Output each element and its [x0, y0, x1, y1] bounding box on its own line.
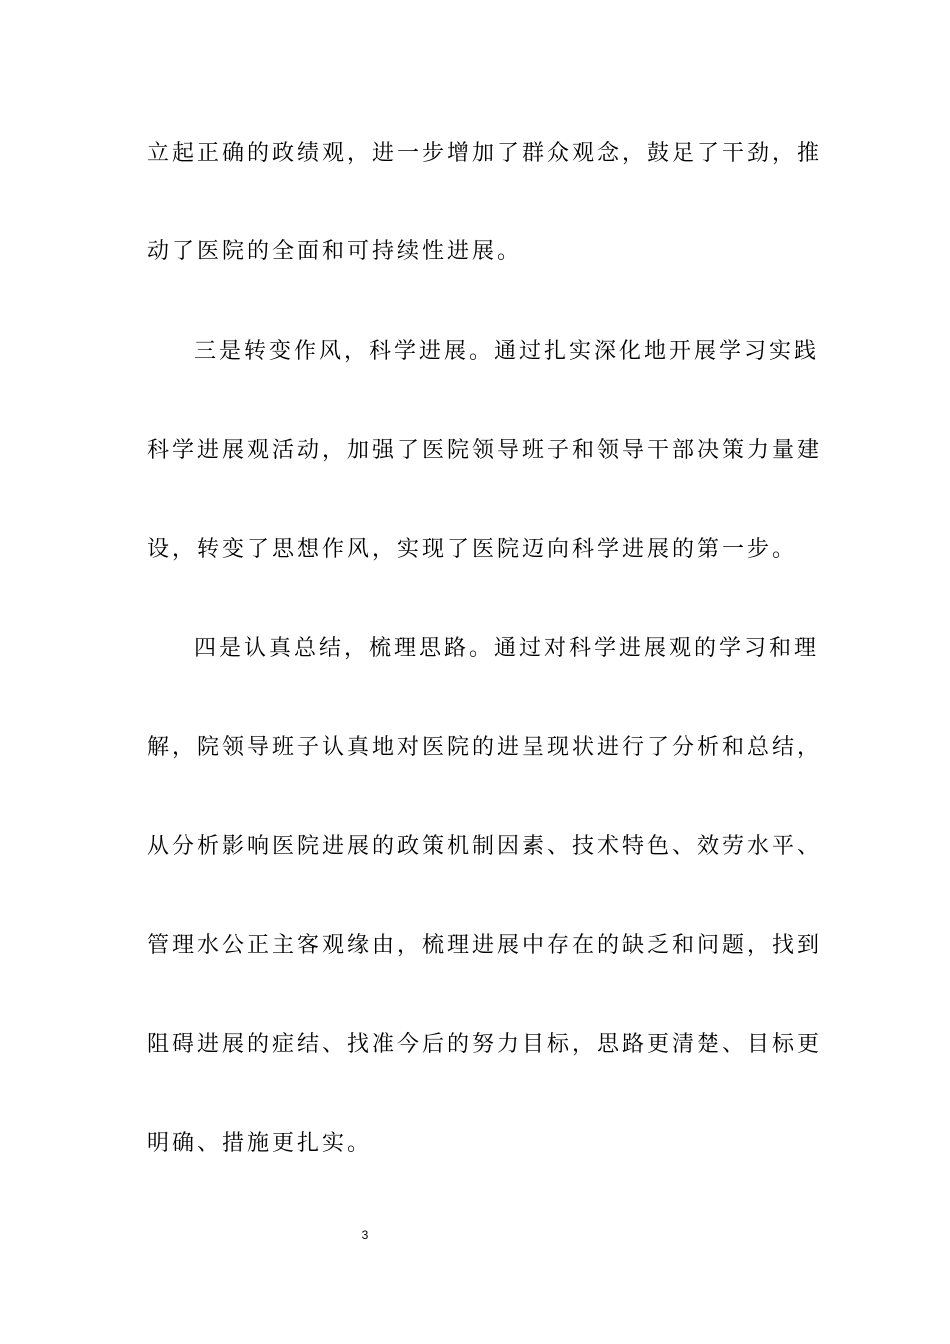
- paragraph-line: 解，院领导班子认真地对医院的进呈现状进行了分析和总结，: [147, 735, 823, 760]
- paragraph-first-line: 三是转变作风，科学进展。通过扎实深化地开展学习实践: [194, 339, 820, 364]
- paragraph-line: 明确、措施更扎实。: [147, 1131, 373, 1156]
- paragraph-line: 科学进展观活动，加强了医院领导班子和领导干部决策力量建: [147, 438, 823, 463]
- paragraph-line: 动了医院的全面和可持续性进展。: [147, 239, 523, 264]
- paragraph-line: 管理水公正主客观缘由，梳理进展中存在的缺乏和问题，找到: [147, 933, 823, 958]
- paragraph-line: 从分析影响医院进展的政策机制因素、技术特色、效劳水平、: [147, 834, 823, 859]
- paragraph-line: 设，转变了思想作风，实现了医院迈向科学进展的第一步。: [147, 537, 798, 562]
- page-number: 3: [361, 1228, 369, 1242]
- paragraph-line: 阻碍进展的症结、找准今后的努力目标，思路更清楚、目标更: [147, 1032, 823, 1057]
- paragraph-first-line: 四是认真总结，梳理思路。通过对科学进展观的学习和理: [194, 636, 820, 661]
- paragraph-line: 立起正确的政绩观，进一步增加了群众观念，鼓足了干劲，推: [147, 141, 823, 166]
